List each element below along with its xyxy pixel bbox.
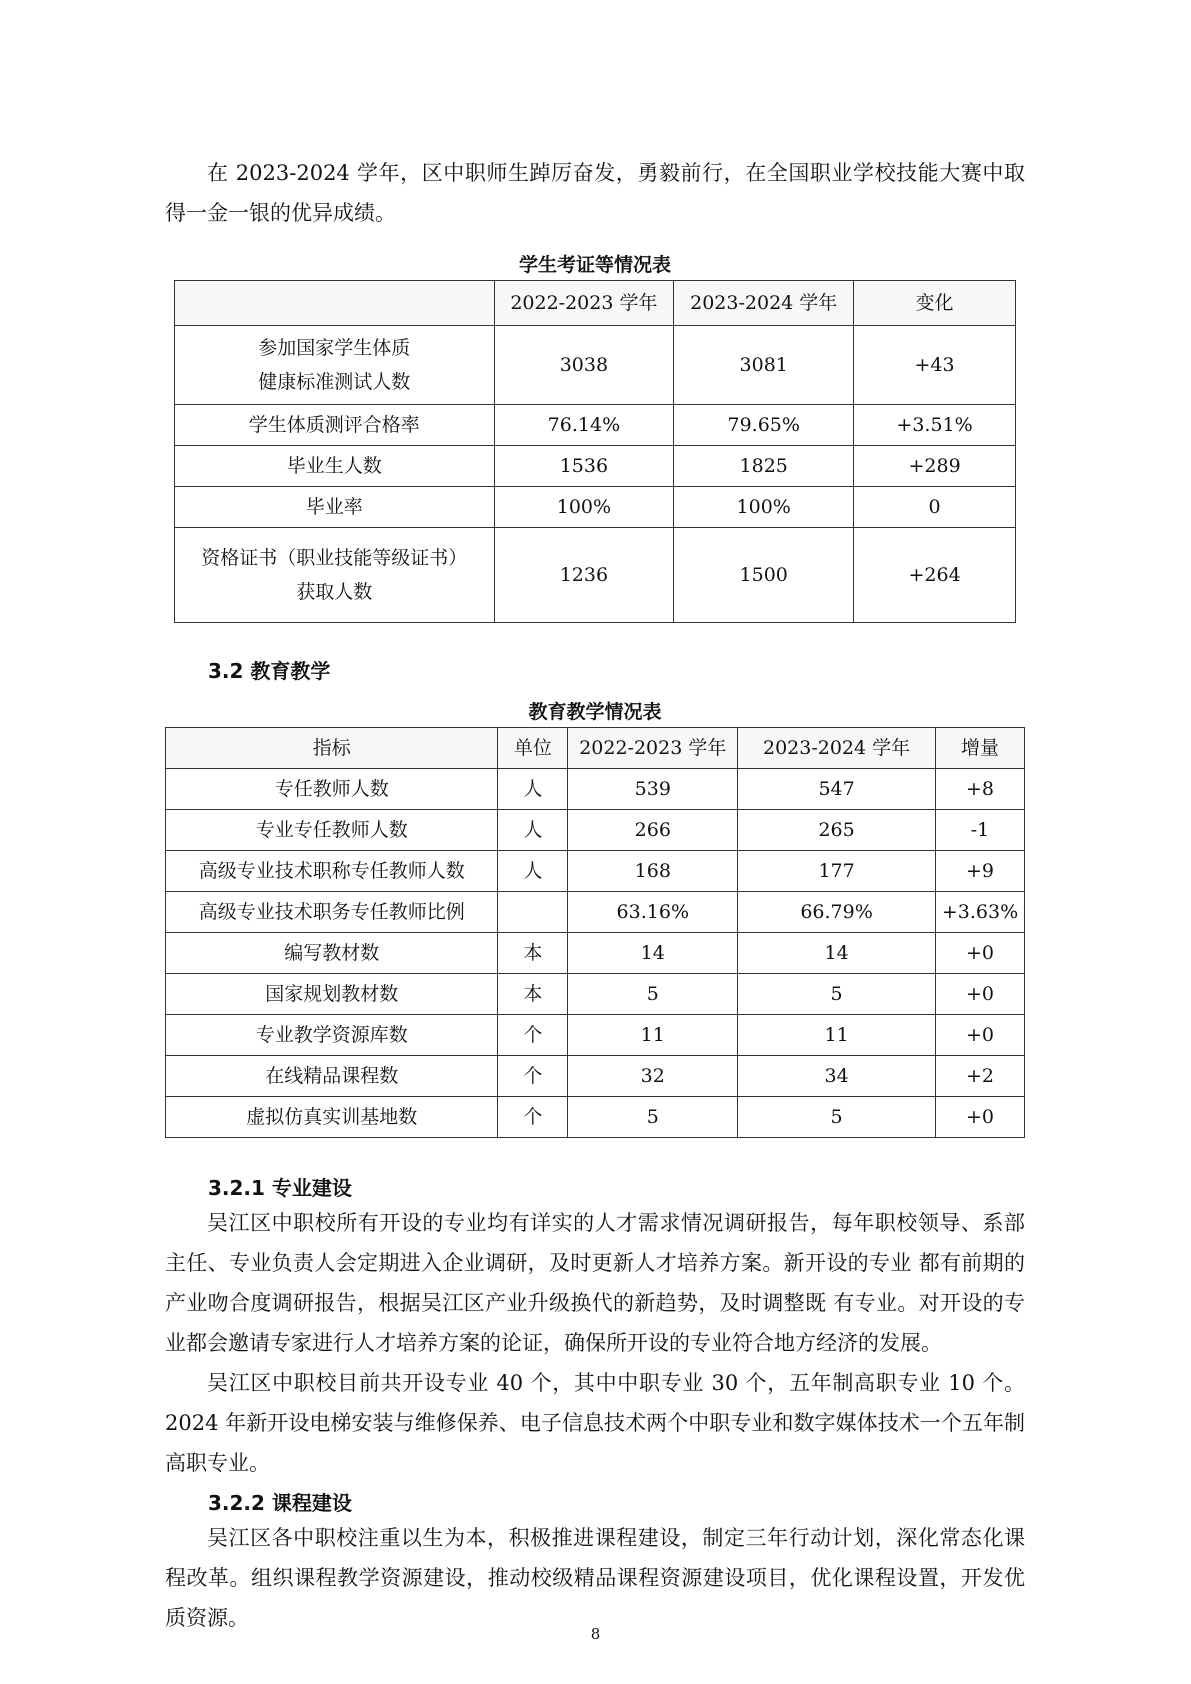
- cell-unit: 人: [498, 810, 568, 851]
- table2-caption: 教育教学情况表: [528, 701, 662, 723]
- cell-unit: [498, 892, 568, 933]
- row-label: 高级专业技术职称专任教师人数: [166, 851, 498, 892]
- cell-2022: 3038: [494, 326, 674, 405]
- row-label: 毕业率: [175, 487, 495, 528]
- row-label: 虚拟仿真实训基地数: [166, 1097, 498, 1138]
- cell-2022: 32: [568, 1056, 738, 1097]
- cell-2023: 11: [738, 1015, 936, 1056]
- table1-header-2022: 2022-2023 学年: [494, 281, 674, 326]
- cell-2023: 14: [738, 933, 936, 974]
- table-row: [166, 1097, 1025, 1138]
- row-label: 毕业生人数: [175, 446, 495, 487]
- section-heading-3-2: 3.2 教育教学: [208, 659, 331, 683]
- row-label: 资格证书（职业技能等级证书） 获取人数: [175, 528, 495, 623]
- table2-header-increase: 增量: [935, 728, 1024, 769]
- cell-2023: 265: [738, 810, 936, 851]
- cell-increase: +2: [935, 1056, 1024, 1097]
- cell-2023: 66.79%: [738, 892, 936, 933]
- row-label: 编写教材数: [166, 933, 498, 974]
- cell-unit: 本: [498, 974, 568, 1015]
- cell-change: +264: [854, 528, 1016, 623]
- cell-2022: 76.14%: [494, 405, 674, 446]
- cell-increase: +3.63%: [935, 892, 1024, 933]
- table-row: [166, 1015, 1025, 1056]
- table-row: [166, 892, 1025, 933]
- cell-2023: 5: [738, 1097, 936, 1138]
- table-row: [166, 851, 1025, 892]
- page-number: 8: [590, 1625, 601, 1643]
- table-student-certification: [174, 280, 1016, 623]
- section-3-2-2-paragraph: 吴江区各中职校注重以生为本，积极推进课程建设，制定三年行动计划，深化常态化课程改革。组织课程教学资源建设，推动校级精品课程资源建设项目，优化课程设置，开发优质资源。: [165, 1526, 1025, 1630]
- cell-2022: 11: [568, 1015, 738, 1056]
- cell-2022: 168: [568, 851, 738, 892]
- cell-increase: +0: [935, 933, 1024, 974]
- table2-header-indicator: 指标: [166, 728, 498, 769]
- cell-2022: 14: [568, 933, 738, 974]
- cell-2022: 266: [568, 810, 738, 851]
- row-label: 学生体质测评合格率: [175, 405, 495, 446]
- cell-2022: 539: [568, 769, 738, 810]
- table-row: [175, 446, 1016, 487]
- cell-increase: -1: [935, 810, 1024, 851]
- table-row: [175, 528, 1016, 623]
- table2-header-2023: 2023-2024 学年: [738, 728, 936, 769]
- cell-increase: +0: [935, 974, 1024, 1015]
- cell-2022: 5: [568, 974, 738, 1015]
- section-3-2-1-paragraph-2: 吴江区中职校目前共开设专业 40 个，其中中职专业 30 个，五年制高职专业 10 个。2024 年新开设电梯安装与维修保养、电子信息技术两个中职专业和数字媒体技术一个五年制高职专业。: [165, 1371, 1025, 1475]
- cell-change: +289: [854, 446, 1016, 487]
- cell-2023: 1500: [674, 528, 854, 623]
- cell-increase: +0: [935, 1015, 1024, 1056]
- table-row: [166, 810, 1025, 851]
- row-label: 高级专业技术职务专任教师比例: [166, 892, 498, 933]
- cell-increase: +8: [935, 769, 1024, 810]
- table-row: [175, 487, 1016, 528]
- cell-2022: 100%: [494, 487, 674, 528]
- table1-header-change: 变化: [854, 281, 1016, 326]
- cell-unit: 个: [498, 1056, 568, 1097]
- cell-unit: 个: [498, 1097, 568, 1138]
- row-label: 专任教师人数: [166, 769, 498, 810]
- cell-2022: 5: [568, 1097, 738, 1138]
- row-label: 参加国家学生体质 健康标准测试人数: [175, 326, 495, 405]
- cell-2023: 34: [738, 1056, 936, 1097]
- table-row: [166, 769, 1025, 810]
- table2-header-unit: 单位: [498, 728, 568, 769]
- table-row: [175, 405, 1016, 446]
- table1-caption: 学生考证等情况表: [518, 254, 671, 276]
- cell-unit: 个: [498, 1015, 568, 1056]
- table-education-teaching: [165, 727, 1025, 1138]
- section-heading-3-2-2: 3.2.2 课程建设: [208, 1491, 352, 1515]
- table-row: [166, 1056, 1025, 1097]
- cell-unit: 人: [498, 769, 568, 810]
- cell-2023: 547: [738, 769, 936, 810]
- cell-increase: +9: [935, 851, 1024, 892]
- cell-2022: 1236: [494, 528, 674, 623]
- cell-2023: 177: [738, 851, 936, 892]
- row-label: 国家规划教材数: [166, 974, 498, 1015]
- table-row: [175, 326, 1016, 405]
- cell-2023: 1825: [674, 446, 854, 487]
- cell-change: +3.51%: [854, 405, 1016, 446]
- cell-2023: 5: [738, 974, 936, 1015]
- table1-header-blank: [175, 281, 495, 326]
- row-label: 专业教学资源库数: [166, 1015, 498, 1056]
- cell-unit: 本: [498, 933, 568, 974]
- intro-paragraph: 在 2023-2024 学年，区中职师生踔厉奋发，勇毅前行，在全国职业学校技能大赛中取得一金一银的优异成绩。: [165, 161, 1025, 225]
- cell-unit: 人: [498, 851, 568, 892]
- section-heading-3-2-1: 3.2.1 专业建设: [208, 1176, 352, 1200]
- cell-change: +43: [854, 326, 1016, 405]
- cell-2023: 100%: [674, 487, 854, 528]
- table-row: [166, 933, 1025, 974]
- cell-change: 0: [854, 487, 1016, 528]
- cell-2022: 1536: [494, 446, 674, 487]
- table2-header-2022: 2022-2023 学年: [568, 728, 738, 769]
- row-label: 在线精品课程数: [166, 1056, 498, 1097]
- cell-increase: +0: [935, 1097, 1024, 1138]
- cell-2022: 63.16%: [568, 892, 738, 933]
- cell-2023: 79.65%: [674, 405, 854, 446]
- table1-header-2023: 2023-2024 学年: [674, 281, 854, 326]
- table-row: [166, 974, 1025, 1015]
- cell-2023: 3081: [674, 326, 854, 405]
- row-label: 专业专任教师人数: [166, 810, 498, 851]
- section-3-2-1-paragraph-1: 吴江区中职校所有开设的专业均有详实的人才需求情况调研报告，每年职校领导、系部主任、专业负责人会定期进入企业调研，及时更新人才培养方案。新开设的专业 都有前期的产业吻合度调研报告，根据吴江区产业升级换代的新趋势，及时调整既 有专业。对开设的专业都会邀请专家进行人才培养方案的论证，确保所开设的专业符合地方经济的发展。: [165, 1211, 1025, 1355]
